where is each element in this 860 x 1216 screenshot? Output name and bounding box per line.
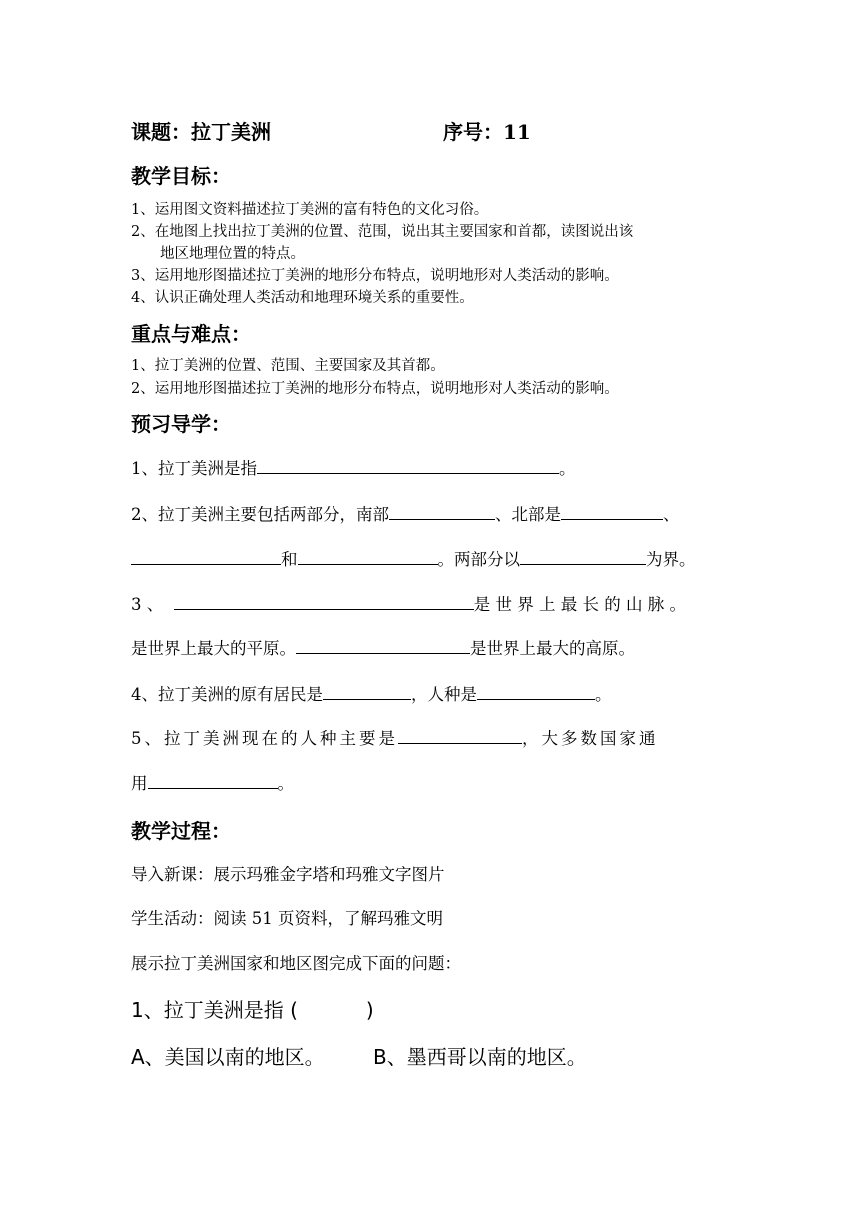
answer-blank[interactable] bbox=[257, 456, 559, 474]
answer-blank[interactable] bbox=[131, 547, 281, 565]
objective-item: 1、运用图文资料描述拉丁美洲的富有特色的文化习俗。 bbox=[131, 202, 489, 218]
objective-item: 4、认识正确处理人类活动和地理环境关系的重要性。 bbox=[131, 290, 474, 306]
preview-heading: 预习导学： bbox=[131, 412, 231, 436]
preview-question-2-continued: 和 。两部分以 为界。 bbox=[131, 546, 696, 570]
preview-question-2: 2、拉丁美洲主要包括两部分，南部 、北部是 、 bbox=[131, 501, 680, 525]
answer-blank[interactable] bbox=[477, 682, 595, 700]
topic-text: 拉丁美洲 bbox=[191, 120, 271, 144]
objective-item: 3、运用地形图描述拉丁美洲的地形分布特点，说明地形对人类活动的影响。 bbox=[131, 268, 619, 284]
number-label: 序号： bbox=[443, 120, 503, 144]
process-line: 导入新课：展示玛雅金字塔和玛雅文字图片 bbox=[131, 865, 445, 884]
preview-question-3: 3 、 是 世 界 上 最 长 的 山 脉 。 bbox=[131, 591, 686, 615]
title-row bbox=[131, 116, 271, 145]
process-line: 展示拉丁美洲国家和地区图完成下面的问题： bbox=[131, 954, 461, 973]
key-point-item: 1、拉丁美洲的位置、范围、主要国家及其首都。 bbox=[131, 358, 445, 374]
answer-blank[interactable] bbox=[174, 592, 474, 610]
number-value: 11 bbox=[503, 120, 531, 144]
answer-blank[interactable] bbox=[398, 726, 522, 744]
objective-item: 2、在地图上找出拉丁美洲的位置、范围，说出其主要国家和首都，读图说出该 bbox=[131, 224, 634, 240]
answer-blank[interactable] bbox=[520, 547, 646, 565]
preview-question-3-continued: 是世界上最大的平原。 是世界上最大的高原。 bbox=[131, 635, 635, 659]
answer-blank[interactable] bbox=[561, 502, 663, 520]
process-option-b: B、墨西哥以南的地区。 bbox=[373, 1045, 587, 1069]
answer-blank[interactable] bbox=[323, 682, 411, 700]
topic-label: 课题： bbox=[131, 120, 191, 144]
objective-item-continuation: 地区地理位置的特点。 bbox=[160, 246, 305, 262]
process-option-a: A、美国以南的地区。 bbox=[131, 1045, 325, 1069]
key-point-item: 2、运用地形图描述拉丁美洲的地形分布特点，说明地形对人类活动的影响。 bbox=[131, 381, 619, 397]
objectives-heading: 教学目标： bbox=[131, 164, 231, 188]
process-heading: 教学过程： bbox=[131, 819, 231, 843]
answer-blank[interactable] bbox=[296, 636, 470, 654]
preview-question-5: 5、拉丁美洲现在的人种主要是 ，大多数国家通 bbox=[131, 725, 659, 749]
key-points-heading: 重点与难点： bbox=[131, 322, 251, 346]
preview-question-5-continued: 用 。 bbox=[131, 770, 294, 794]
preview-question-1: 1、拉丁美洲是指 。 bbox=[131, 455, 576, 479]
preview-question-4: 4、拉丁美洲的原有居民是 ，人种是 。 bbox=[131, 681, 612, 705]
number-row bbox=[443, 116, 531, 145]
answer-blank[interactable] bbox=[389, 502, 495, 520]
process-line: 学生活动：阅读 51 页资料，了解玛雅文明 bbox=[131, 909, 443, 928]
process-question: 1、拉丁美洲是指 ( ) bbox=[131, 998, 374, 1022]
answer-blank[interactable] bbox=[148, 771, 278, 789]
answer-blank[interactable] bbox=[298, 547, 438, 565]
